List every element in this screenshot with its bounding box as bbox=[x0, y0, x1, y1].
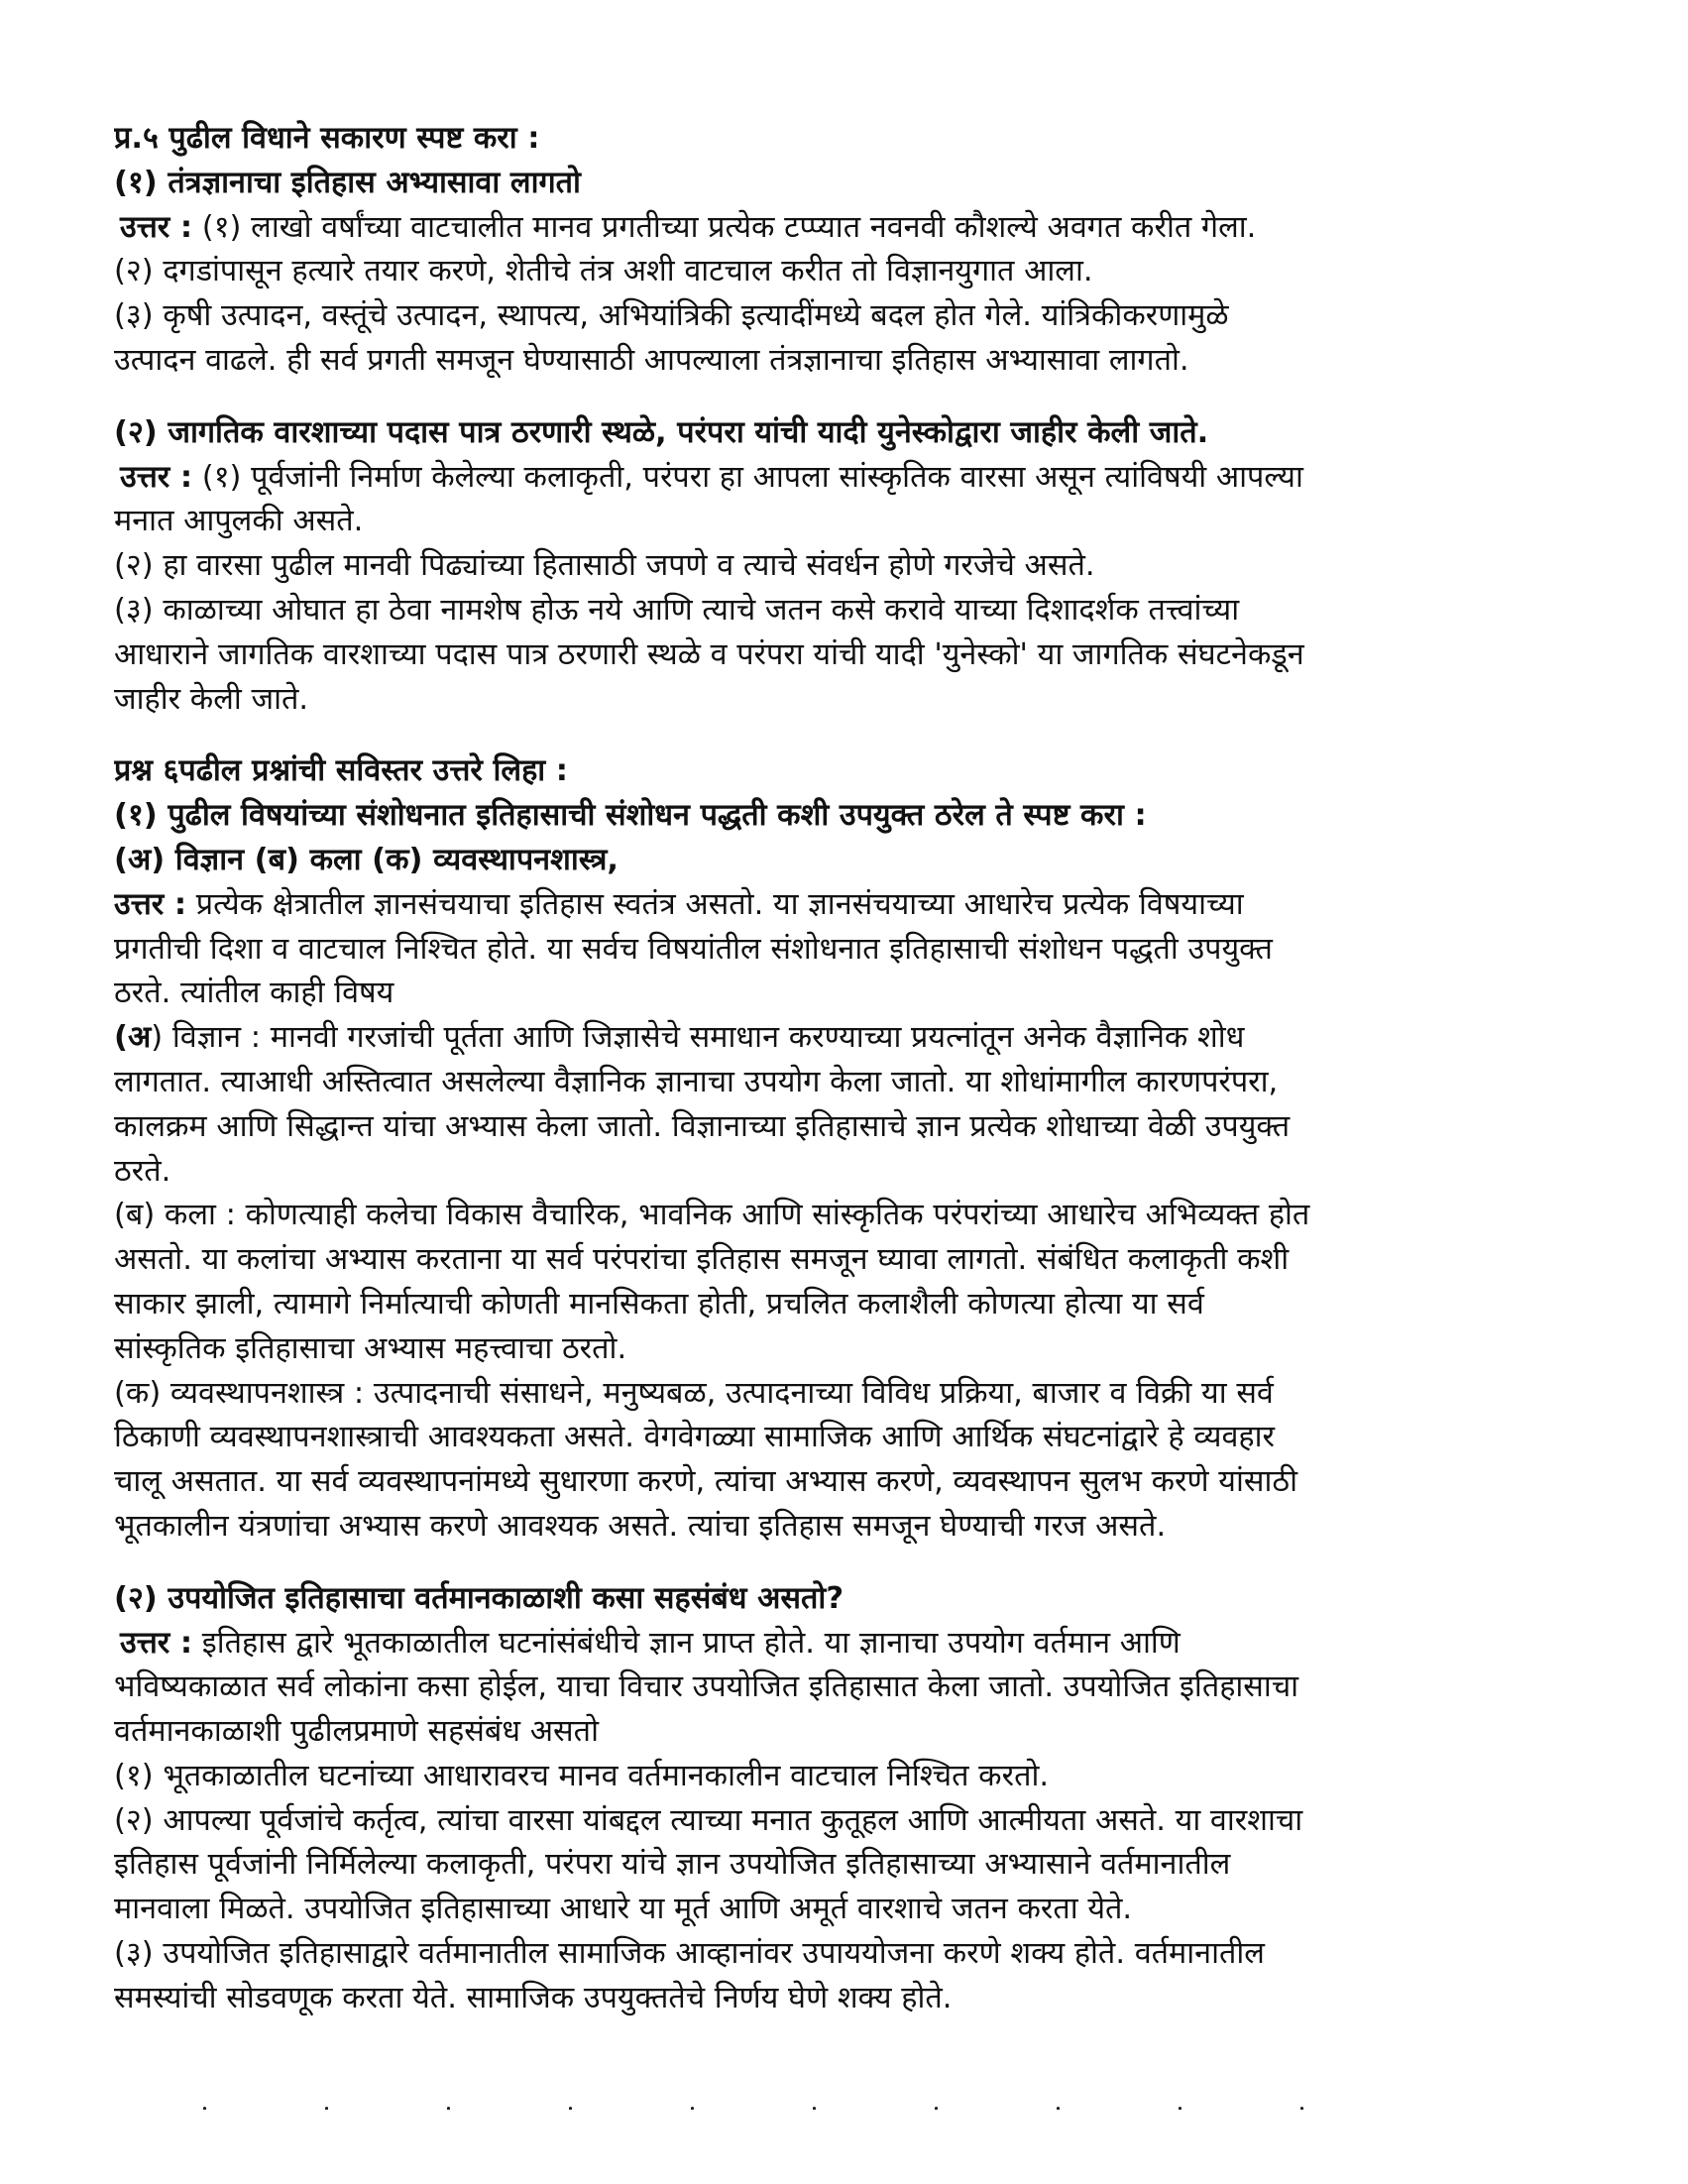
answer-text: (१) लाखो वर्षांच्या वाटचालीत मानव प्रगतीच्या प्रत्येक टप्प्यात नवनवी कौशल्ये अवगत करीत गेला. bbox=[192, 209, 1257, 245]
q6-sub1-c4: भूतकालीन यंत्रणांचा अभ्यास करणे आवश्यक असते. त्यांचा इतिहास समजून घेण्याची गरज असते. bbox=[114, 1508, 1167, 1544]
q6-sub2-p3a: (३) उपयोजित इतिहासाद्वारे वर्तमानातील सामाजिक आव्हानांवर उपाययोजना करणे शक्य होते. वर्तमानातील bbox=[114, 1936, 1265, 1972]
q6-sub1-c2: ठिकाणी व्यवस्थापनशास्त्राची आवश्यकता असते. वेगवेगळ्या सामाजिक आणि आर्थिक संघटनांद्वारे हे व्यवहार bbox=[114, 1420, 1275, 1455]
q5-sub2-line5: आधाराने जागतिक वारशाच्या पदास पात्र ठरणारी स्थळे व परंपरा यांची यादी 'युनेस्को' या जागतिक संघटनेकडून bbox=[114, 636, 1304, 672]
answer-text: प्रत्येक क्षेत्रातील ज्ञानसंचयाचा इतिहास स्वतंत्र असतो. या ज्ञानसंचयाच्या आधारेच प्रत्येक विषयाच्या bbox=[186, 886, 1244, 922]
q6-sub1-a2: लागतात. त्याआधी अस्तित्वात असलेल्या वैज्ञानिक ज्ञानाचा उपयोग केला जातो. या शोधांमागील कारणपरंपरा, bbox=[114, 1064, 1279, 1099]
text-fragment-mark bbox=[447, 2107, 450, 2110]
q6-sub1-b3: साकार झाली, त्यामागे निर्मात्याची कोणती मानसिकता होती, प्रचलित कलाशैली कोणत्या होत्या या सर्व bbox=[114, 1286, 1204, 1322]
text-fragment-mark bbox=[813, 2107, 816, 2110]
q5-sub1-line3: (३) कृषी उत्पादन, वस्तूंचे उत्पादन, स्थापत्य, अभियांत्रिकी इत्यादींमध्ये बदल होत गेले. यांत्रिकीकरणामुळे bbox=[114, 298, 1229, 334]
text-fragment-mark bbox=[325, 2107, 328, 2110]
item-a-text: ) विज्ञान : मानवी गरजांची पूर्तता आणि जिज्ञासेचे समाधान करण्याच्या प्रयत्नांतून अनेक वैज्ञानिक शोध bbox=[151, 1020, 1245, 1056]
text-fragment-mark bbox=[1179, 2107, 1182, 2110]
answer-label: उत्तर : bbox=[114, 886, 187, 922]
q5-sub2-answer-line1 bbox=[114, 456, 1601, 501]
q6-sub1-a1 bbox=[114, 1016, 1601, 1061]
q6-sub2-line3: वर्तमानकाळाशी पुढीलप्रमाणे सहसंबंध असतो bbox=[114, 1714, 599, 1750]
q5-sub2-line4: (३) काळाच्या ओघात हा ठेवा नामशेष होऊ नये आणि त्याचे जतन कसे करावे याच्या दिशादर्शक तत्त्वांच्या bbox=[114, 592, 1240, 628]
q6-sub1-title: (१) पुढील विषयांच्या संशोधनात इतिहासाची संशोधन पद्धती कशी उपयुक्त ठरेल ते स्पष्ट करा : bbox=[114, 798, 1147, 834]
cut-off-text-fragment bbox=[203, 2100, 1521, 2110]
q6-sub1-options: (अ) विज्ञान (ब) कला (क) व्यवस्थापनशास्त्र, bbox=[114, 842, 619, 877]
q5-sub1-line2: (२) दगडांपासून हत्यारे तयार करणे, शेतीचे तंत्र अशी वाटचाल करीत तो विज्ञानयुगात आला. bbox=[114, 254, 1093, 289]
q6-sub1-b4: सांस्कृतिक इतिहासाचा अभ्यास महत्त्वाचा ठरतो. bbox=[114, 1330, 627, 1366]
q6-sub2-p2a: (२) आपल्या पूर्वजांचे कर्तृत्व, त्यांचा वारसा यांबद्दल त्याच्या मनात कुतूहल आणि आत्मीयता असते. या वारशाचा bbox=[114, 1802, 1303, 1838]
q5-sub1-line4: उत्पादन वाढले. ही सर्व प्रगती समजून घेण्यासाठी आपल्याला तंत्रज्ञानाचा इतिहास अभ्यासावा लागतो. bbox=[114, 342, 1189, 378]
q6-sub1-a3: कालक्रम आणि सिद्धान्त यांचा अभ्यास केला जातो. विज्ञानाच्या इतिहासाचे ज्ञान प्रत्येक शोधाच्या वेळी उपयुक्त bbox=[114, 1108, 1291, 1144]
q6-sub2-answer-line1 bbox=[114, 1622, 1601, 1667]
q6-sub1-c1: (क) व्यवस्थापनशास्त्र : उत्पादनाची संसाधने, मनुष्यबळ, उत्पादनाच्या विविध प्रक्रिया, बाजार व विक्री या सर्व bbox=[114, 1375, 1274, 1411]
text-fragment-mark bbox=[203, 2107, 206, 2110]
text-fragment-mark bbox=[935, 2107, 938, 2110]
q5-sub2-line2: मनात आपुलकी असते. bbox=[114, 504, 364, 539]
q6-sub1-a4: ठरते. bbox=[114, 1153, 171, 1189]
q6-sub2-p2b: इतिहास पूर्वजांनी निर्मिलेल्या कलाकृती, परंपरा यांचे ज्ञान उपयोजित इतिहासाच्या अभ्यासाने वर्तमानातील bbox=[114, 1847, 1231, 1883]
q5-sub2-line3: (२) हा वारसा पुढील मानवी पिढ्यांच्या हितासाठी जपणे व त्याचे संवर्धन होणे गरजेचे असते. bbox=[114, 548, 1095, 584]
q6-sub1-line2: प्रगतीची दिशा व वाटचाल निश्चित होते. या सर्वच विषयांतील संशोधनात इतिहासाची संशोधन पद्धती उपयुक्त bbox=[114, 931, 1273, 967]
q6-sub2-p2c: मानवाला मिळते. उपयोजित इतिहासाच्या आधारे या मूर्त आणि अमूर्त वारशाचे जतन करता येते. bbox=[114, 1892, 1133, 1927]
answer-label: उत्तर : bbox=[120, 1625, 193, 1661]
q5-sub1-title: (१) तंत्रज्ञानाचा इतिहास अभ्यासावा लागतो bbox=[114, 165, 581, 200]
answer-text: (१) पूर्वजांनी निर्माण केलेल्या कलाकृती, परंपरा हा आपला सांस्कृतिक वारसा असून त्यांविषयी आपल्या bbox=[192, 459, 1303, 495]
q5-sub2-title: (२) जागतिक वारशाच्या पदास पात्र ठरणारी स्थळे, परंपरा यांची यादी युनेस्कोद्वारा जाहीर केली जाते. bbox=[114, 414, 1209, 450]
answer-label: उत्तर : bbox=[120, 209, 193, 245]
q5-heading: प्र.५ पुढील विधाने सकारण स्पष्ट करा : bbox=[114, 121, 540, 156]
item-a-label: (अ bbox=[114, 1020, 152, 1056]
q6-sub1-c3: चालू असतात. या सर्व व्यवस्थापनांमध्ये सुधारणा करणे, त्यांचा अभ्यास करणे, व्यवस्थापन सुलभ करणे यांसाठी bbox=[114, 1464, 1297, 1500]
text-fragment-mark bbox=[1300, 2107, 1303, 2110]
q6-sub1-b1: (ब) कला : कोणत्याही कलेचा विकास वैचारिक, भावनिक आणि सांस्कृतिक परंपरांच्या आधारेच अभिव्यक्त होत bbox=[114, 1198, 1310, 1233]
answer-label: उत्तर : bbox=[120, 459, 193, 495]
q6-sub2-p3b: समस्यांची सोडवणूक करता येते. सामाजिक उपयुक्ततेचे निर्णय घेणे शक्य होते. bbox=[114, 1980, 953, 2015]
q6-sub2-line2: भविष्यकाळात सर्व लोकांना कसा होईल, याचा विचार उपयोजित इतिहासात केला जातो. उपयोजित इतिहासाचा bbox=[114, 1669, 1299, 1705]
q6-sub1-b2: असतो. या कलांचा अभ्यास करताना या सर्व परंपरांचा इतिहास समजून घ्यावा लागतो. संबंधित कलाकृती कशी bbox=[114, 1242, 1290, 1278]
text-fragment-mark bbox=[569, 2107, 572, 2110]
q6-sub2-title: (२) उपयोजित इतिहासाचा वर्तमानकाळाशी कसा सहसंबंध असतो? bbox=[114, 1580, 844, 1616]
text-fragment-mark bbox=[1057, 2107, 1060, 2110]
q5-sub1-answer-line1 bbox=[114, 206, 1601, 251]
document-page bbox=[114, 117, 1601, 2021]
text-fragment-mark bbox=[691, 2107, 694, 2110]
answer-text: इतिहास द्वारे भूतकाळातील घटनांसंबंधीचे ज्ञान प्राप्त होते. या ज्ञानाचा उपयोग वर्तमान आणि bbox=[192, 1625, 1181, 1661]
q6-heading: प्रश्न ६पढील प्रश्नांची सविस्तर उत्तरे लिहा : bbox=[114, 753, 568, 789]
q6-sub1-line3: ठरते. त्यांतील काही विषय bbox=[114, 976, 394, 1011]
q6-sub1-answer-line1 bbox=[114, 883, 1601, 928]
q6-sub2-p1: (१) भूतकाळातील घटनांच्या आधारावरच मानव वर्तमानकालीन वाटचाल निश्चित करतो. bbox=[114, 1758, 1050, 1793]
q5-sub2-line6: जाहीर केली जाते. bbox=[114, 681, 309, 717]
